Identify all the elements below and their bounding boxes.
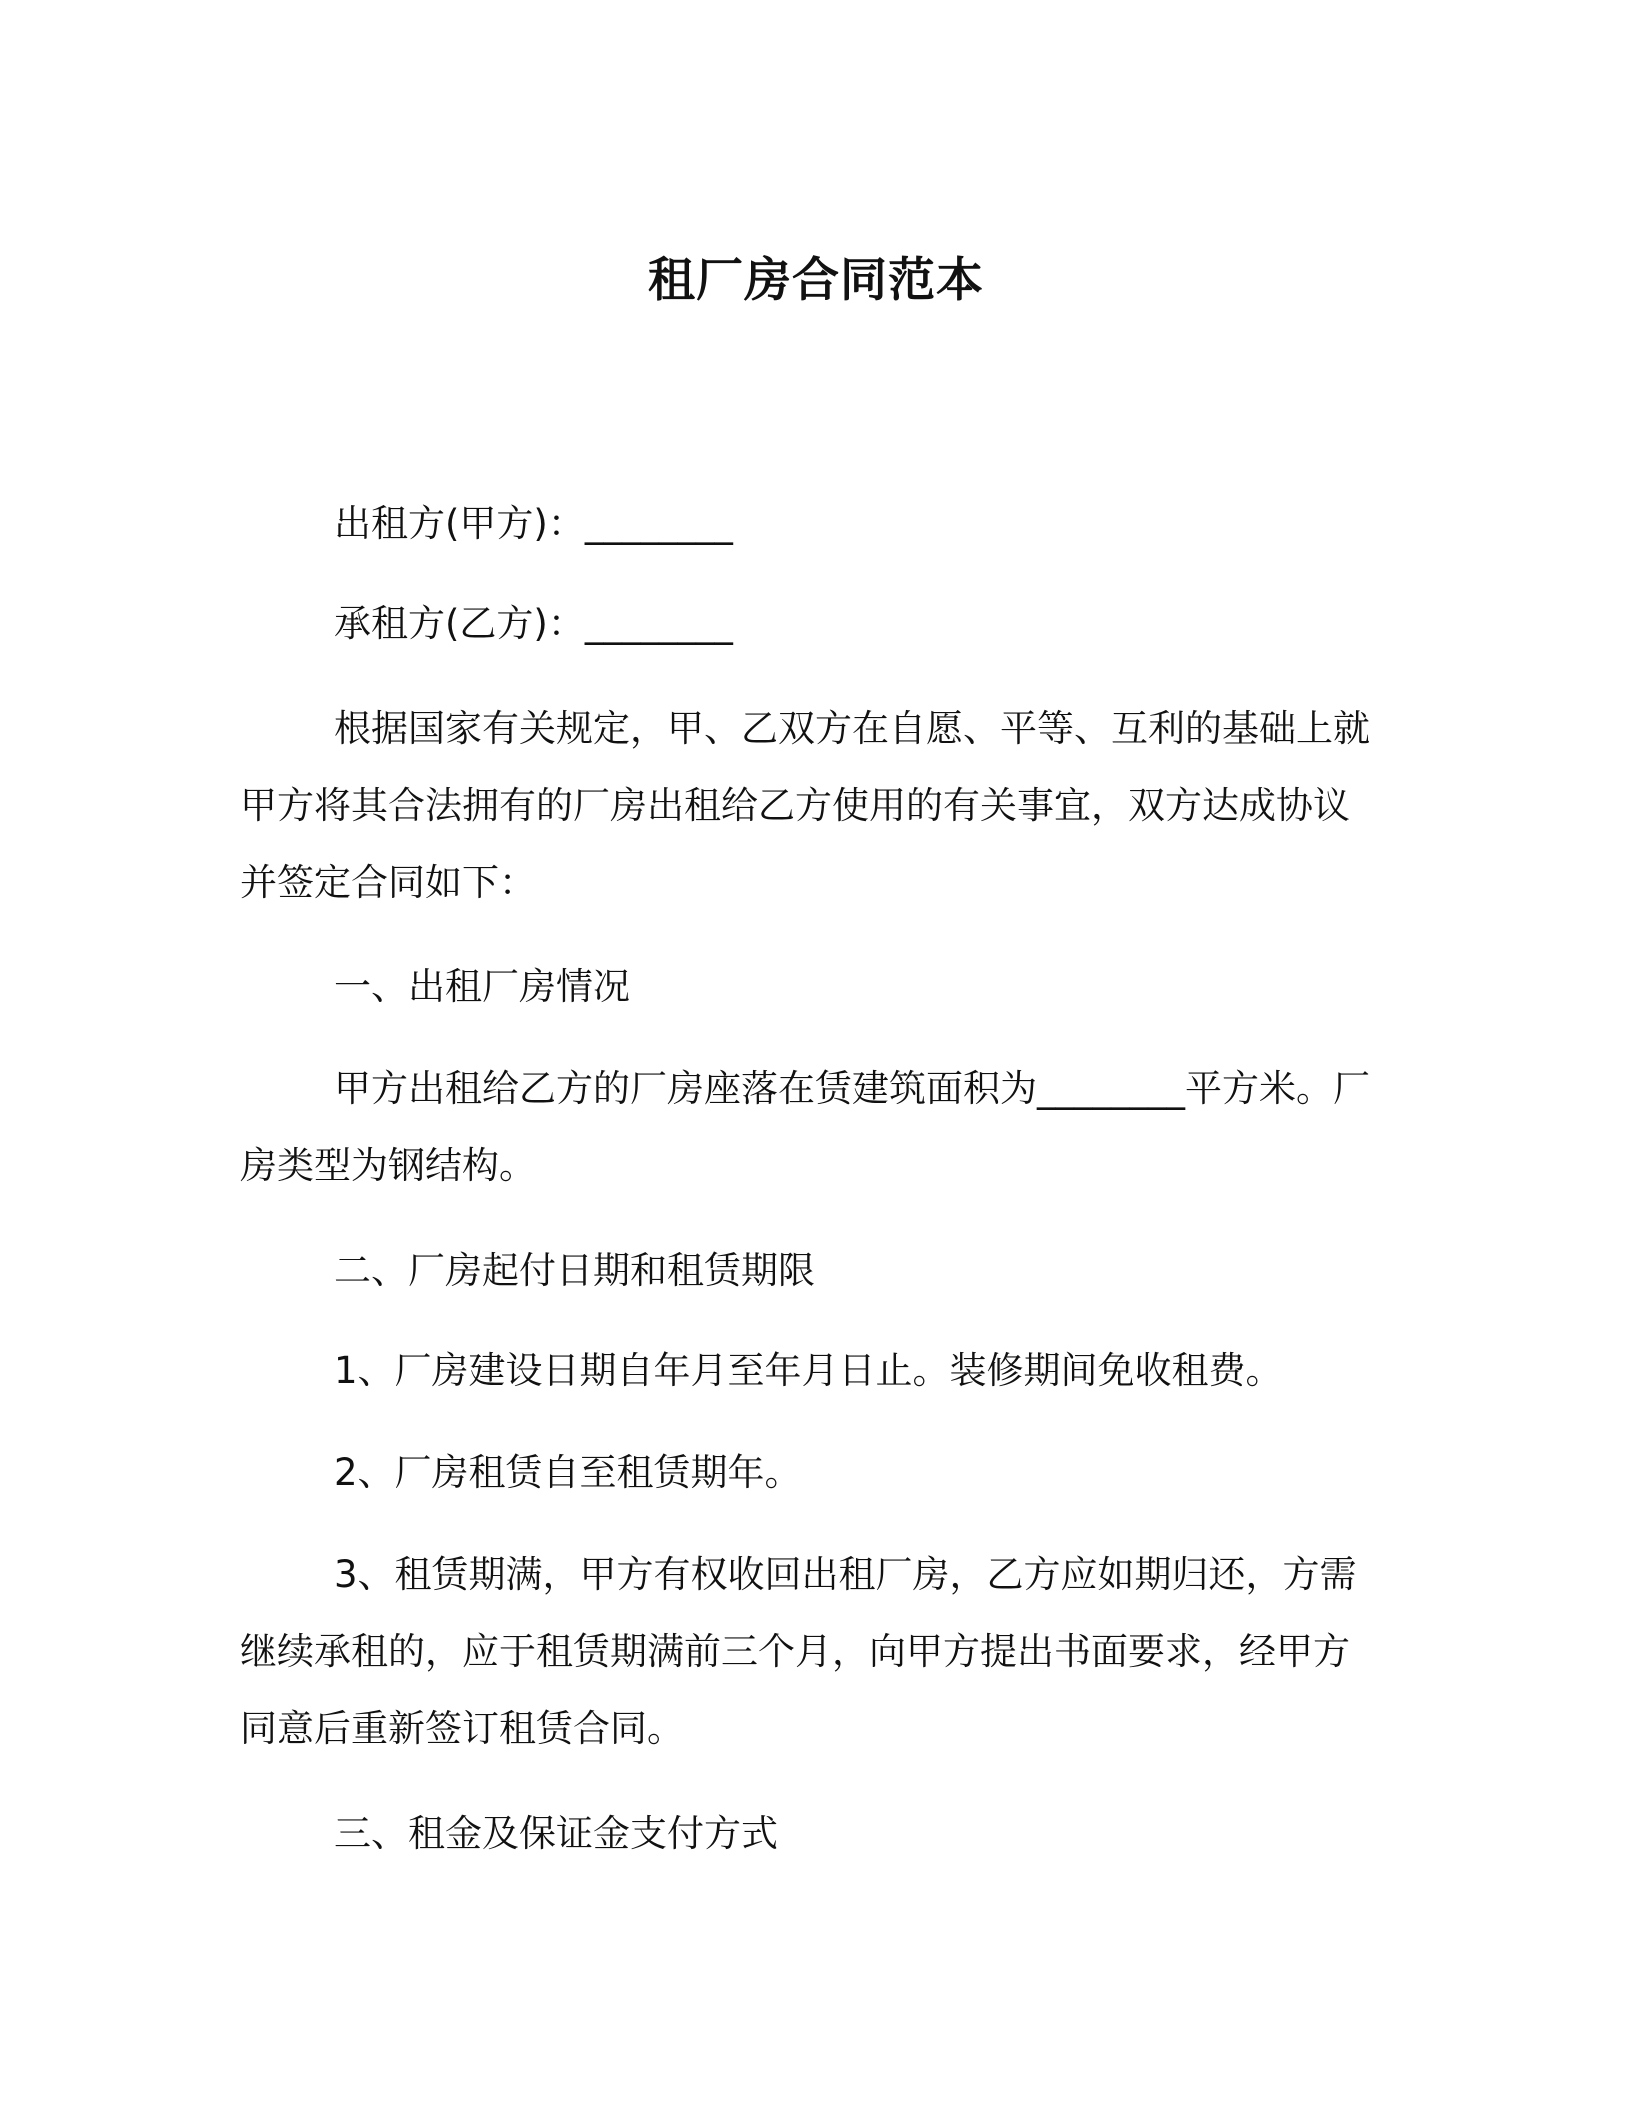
section2-item-3 [240, 1536, 1380, 1767]
intro-paragraph [240, 690, 1380, 921]
section1-heading-text: 一、出租厂房情况 [334, 965, 630, 1008]
section1-paragraph [240, 1050, 1380, 1204]
document-title: 租厂房合同范本 [648, 253, 984, 309]
lessor-text: 出租方(甲方)：________ [334, 502, 733, 545]
section1-body-text: 甲方出租给乙方的厂房座落在赁建筑面积为________平方米。厂房类型为钢结构。 [240, 1067, 1370, 1187]
lessee-text: 承租方(乙方)：________ [334, 602, 733, 645]
section3-heading [240, 1795, 1380, 1872]
intro-text: 根据国家有关规定，甲、乙双方在自愿、平等、互利的基础上就甲方将其合法拥有的厂房出租给乙方使用的有关事宜，双方达成协议并签定合同如下： [240, 707, 1370, 904]
lessor-line [240, 485, 1380, 562]
section2-item-3-text: 3、租赁期满，甲方有权收回出租厂房，乙方应如期归还，方需继续承租的，应于租赁期满前三个月，向甲方提出书面要求，经甲方同意后重新签订租赁合同。 [240, 1553, 1357, 1750]
section2-item-2 [240, 1434, 1380, 1511]
section2-item-1 [240, 1332, 1380, 1409]
lessee-line [240, 585, 1380, 662]
section3-heading-text: 三、租金及保证金支付方式 [334, 1812, 778, 1855]
section2-heading-text: 二、厂房起付日期和租赁期限 [334, 1249, 815, 1292]
section2-heading [240, 1232, 1380, 1309]
section2-item-2-text: 2、厂房租赁自至租赁期年。 [334, 1451, 802, 1494]
section1-heading [240, 948, 1380, 1025]
section2-item-1-text: 1、厂房建设日期自年月至年月日止。装修期间免收租费。 [334, 1349, 1283, 1392]
